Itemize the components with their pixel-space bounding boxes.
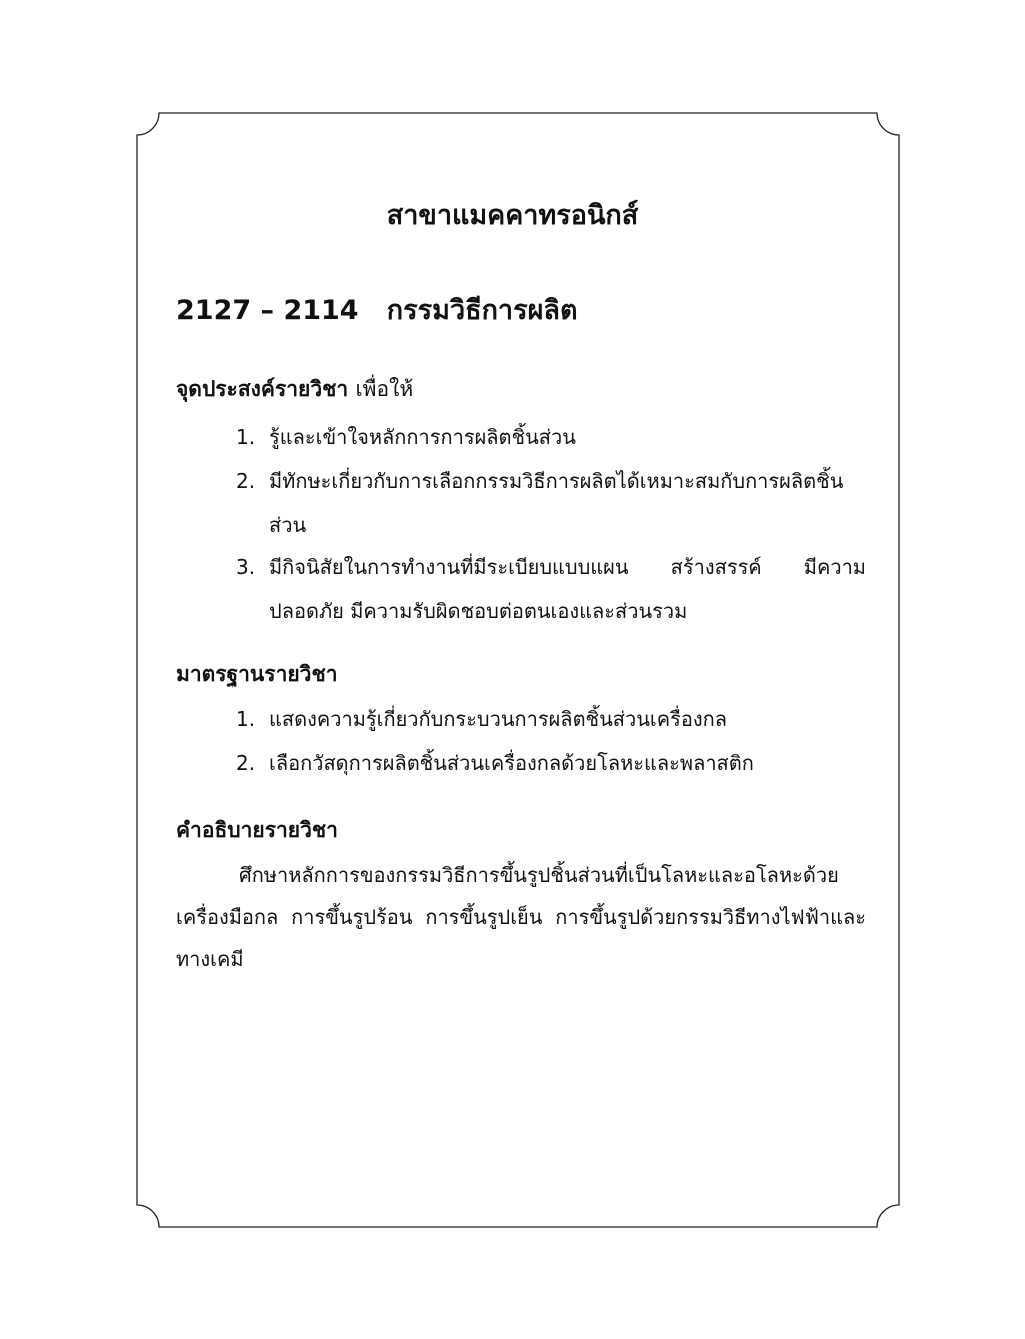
objective-item-number: 3. bbox=[236, 555, 256, 579]
objectives-heading-label: จุดประสงค์รายวิชา bbox=[176, 377, 349, 401]
objective-item-text: รู้และเข้าใจหลักการการผลิตชิ้นส่วน bbox=[269, 425, 576, 449]
standard-item-number: 2. bbox=[236, 751, 256, 775]
objective-item-text: มีกิจนิสัยในการทำงานที่มีระเบียบแบบแผน สร้างสรรค์ มีความปลอดภัย มีความรับผิดชอบต่อตนเองและส่วนรวม bbox=[269, 555, 866, 623]
description-paragraph: ศึกษาหลักการของกรรมวิธีการขึ้นรูปชิ้นส่วนที่เป็นโลหะและอโลหะด้วยเครื่องมือกล การขึ้นรูปร้อน การขึ้นรูปเย็น การขึ้นรูปด้วยกรรมวิธีทางไฟฟ้าและทางเคมี bbox=[176, 863, 866, 971]
standard-item-text: เลือกวัสดุการผลิตชิ้นส่วนเครื่องกลด้วยโลหะและพลาสติก bbox=[269, 751, 754, 775]
objectives-heading bbox=[176, 371, 413, 407]
objective-item-number: 1. bbox=[236, 425, 256, 449]
course-code: 2127 – 2114 bbox=[176, 295, 359, 326]
standards-heading-label: มาตรฐานรายวิชา bbox=[176, 662, 338, 686]
standard-item bbox=[236, 741, 866, 785]
course-heading bbox=[176, 291, 578, 331]
standard-item-text: แสดงความรู้เกี่ยวกับกระบวนการผลิตชิ้นส่วนเครื่องกล bbox=[269, 707, 728, 731]
standards-heading bbox=[176, 656, 338, 692]
objective-item bbox=[236, 545, 866, 633]
standard-item-number: 1. bbox=[236, 707, 256, 731]
standard-item bbox=[236, 697, 866, 741]
course-name: กรรมวิธีการผลิต bbox=[386, 295, 578, 326]
objectives-heading-suffix: เพื่อให้ bbox=[355, 377, 414, 401]
department-title: สาขาแมคคาทรอนิกส์ bbox=[386, 200, 639, 231]
objective-item-text: มีทักษะเกี่ยวกับการเลือกกรรมวิธีการผลิตได้เหมาะสมกับการผลิตชิ้นส่วน bbox=[269, 469, 844, 537]
objective-item bbox=[236, 459, 866, 547]
objective-item bbox=[236, 415, 866, 459]
objective-item-number: 2. bbox=[236, 469, 256, 493]
description-heading bbox=[176, 812, 338, 848]
description-heading-label: คำอธิบายรายวิชา bbox=[176, 818, 338, 842]
